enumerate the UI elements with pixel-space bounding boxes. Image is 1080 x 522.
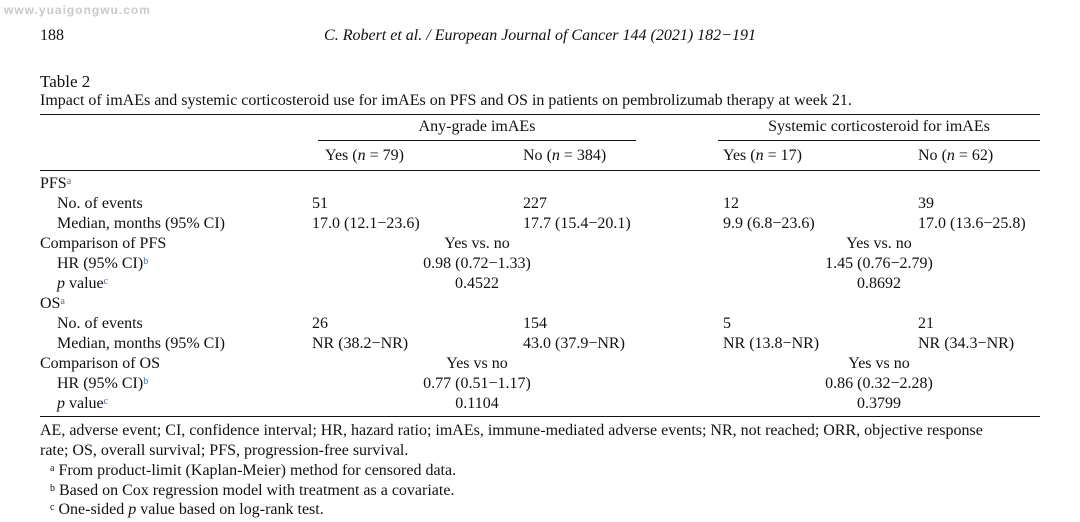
table-caption: Impact of imAEs and systemic corticosteroid use for imAEs on PFS and OS in patients on pembrolizumab therapy at week 21.	[40, 92, 852, 109]
cell-pfs-comparison-cs: Yes vs. no	[846, 235, 912, 252]
group-header-any-grade: Any-grade imAEs	[418, 118, 536, 135]
row-label-os-hr: HR (95% CI)$^b$	[57, 375, 149, 392]
col-header-any-no: No (n = 384)	[523, 147, 607, 164]
footnote-c: $^c$ One-sided p value based on log-rank test.	[50, 501, 324, 518]
cell-os-p-any: 0.1104	[455, 395, 499, 412]
cell-pfs-median-any-yes: 17.0 (12.1−23.6)	[312, 215, 420, 232]
row-label-pfs-hr: HR (95% CI)$^b$	[57, 255, 149, 272]
row-label-pfs-comparison: Comparison of PFS	[40, 235, 167, 252]
cell-pfs-events-any-yes: 51	[312, 195, 328, 212]
cell-os-hr-cs: 0.86 (0.32−2.28)	[825, 375, 933, 392]
cell-os-hr-any: 0.77 (0.51−1.17)	[423, 375, 531, 392]
watermark: www.yuaigongwu.com	[4, 3, 151, 17]
table-bottom-rule	[40, 416, 1040, 417]
cell-os-comparison-any: Yes vs no	[446, 355, 508, 372]
cell-os-median-cs-yes: NR (13.8−NR)	[723, 335, 820, 352]
cell-os-events-any-no: 154	[523, 315, 547, 332]
cell-pfs-hr-any: 0.98 (0.72−1.33)	[423, 255, 531, 272]
footnote-b: $^b$ Based on Cox regression model with treatment as a covariate.	[50, 482, 455, 499]
cell-os-comparison-cs: Yes vs no	[848, 355, 910, 372]
page-number: 188	[40, 27, 64, 44]
cell-os-events-any-yes: 26	[312, 315, 328, 332]
section-label-os: $OS^a$	[40, 295, 65, 312]
cell-pfs-p-cs: 0.8692	[857, 275, 901, 292]
table-label: Table 2	[40, 72, 91, 91]
cell-os-events-cs-yes: 5	[723, 315, 731, 332]
running-header: C. Robert et al. / European Journal of Cancer 144 (2021) 182−191	[324, 27, 756, 44]
section-label-pfs: PFS$^a$	[40, 175, 72, 192]
col-header-cs-no: No (n = 62)	[918, 147, 994, 164]
cell-pfs-median-cs-yes: 9.9 (6.8−23.6)	[723, 215, 815, 232]
col-header-cs-yes: Yes (n = 17)	[723, 147, 802, 164]
cell-os-median-cs-no: NR (34.3−NR)	[918, 335, 1015, 352]
abbreviations-line-1: AE, adverse event; CI, confidence interval; HR, hazard ratio; imAEs, immune-mediated adverse events; NR, not reached; ORR, objective response	[40, 422, 983, 439]
table-top-rule	[40, 114, 1040, 115]
cell-os-events-cs-no: 21	[918, 315, 934, 332]
row-label-os-comparison: Comparison of OS	[40, 355, 160, 372]
cell-pfs-events-cs-yes: 12	[723, 195, 739, 212]
abbreviations-line-2: rate; OS, overall survival; PFS, progression-free survival.	[40, 442, 409, 459]
row-label-os-median: Median, months (95% CI)	[57, 335, 225, 352]
cell-pfs-median-any-no: 17.7 (15.4−20.1)	[523, 215, 631, 232]
group-rule-any-grade	[318, 140, 636, 141]
cell-pfs-events-any-no: 227	[523, 195, 547, 212]
cell-pfs-events-cs-no: 39	[918, 195, 934, 212]
row-label-pfs-events: No. of events	[57, 195, 143, 212]
cell-os-median-any-yes: NR (38.2−NR)	[312, 335, 409, 352]
cell-pfs-comparison-any: Yes vs. no	[444, 235, 510, 252]
cell-pfs-median-cs-no: 17.0 (13.6−25.8)	[918, 215, 1026, 232]
row-label-pfs-p: p value$^c$	[57, 275, 109, 292]
cell-pfs-p-any: 0.4522	[455, 275, 499, 292]
cell-os-p-cs: 0.3799	[857, 395, 901, 412]
cell-os-median-any-no: 43.0 (37.9−NR)	[523, 335, 625, 352]
group-header-corticosteroid: Systemic corticosteroid for imAEs	[768, 118, 990, 135]
row-label-pfs-median: Median, months (95% CI)	[57, 215, 225, 232]
cell-pfs-hr-cs: 1.45 (0.76−2.79)	[825, 255, 933, 272]
footnote-a: $^a$ From product-limit (Kaplan-Meier) method for censored data.	[50, 462, 457, 479]
row-label-os-p: p value$^c$	[57, 395, 109, 412]
group-rule-corticosteroid	[718, 140, 1040, 141]
col-header-any-yes: Yes (n = 79)	[325, 147, 404, 164]
row-label-os-events: No. of events	[57, 315, 143, 332]
header-bottom-rule	[40, 170, 1040, 171]
